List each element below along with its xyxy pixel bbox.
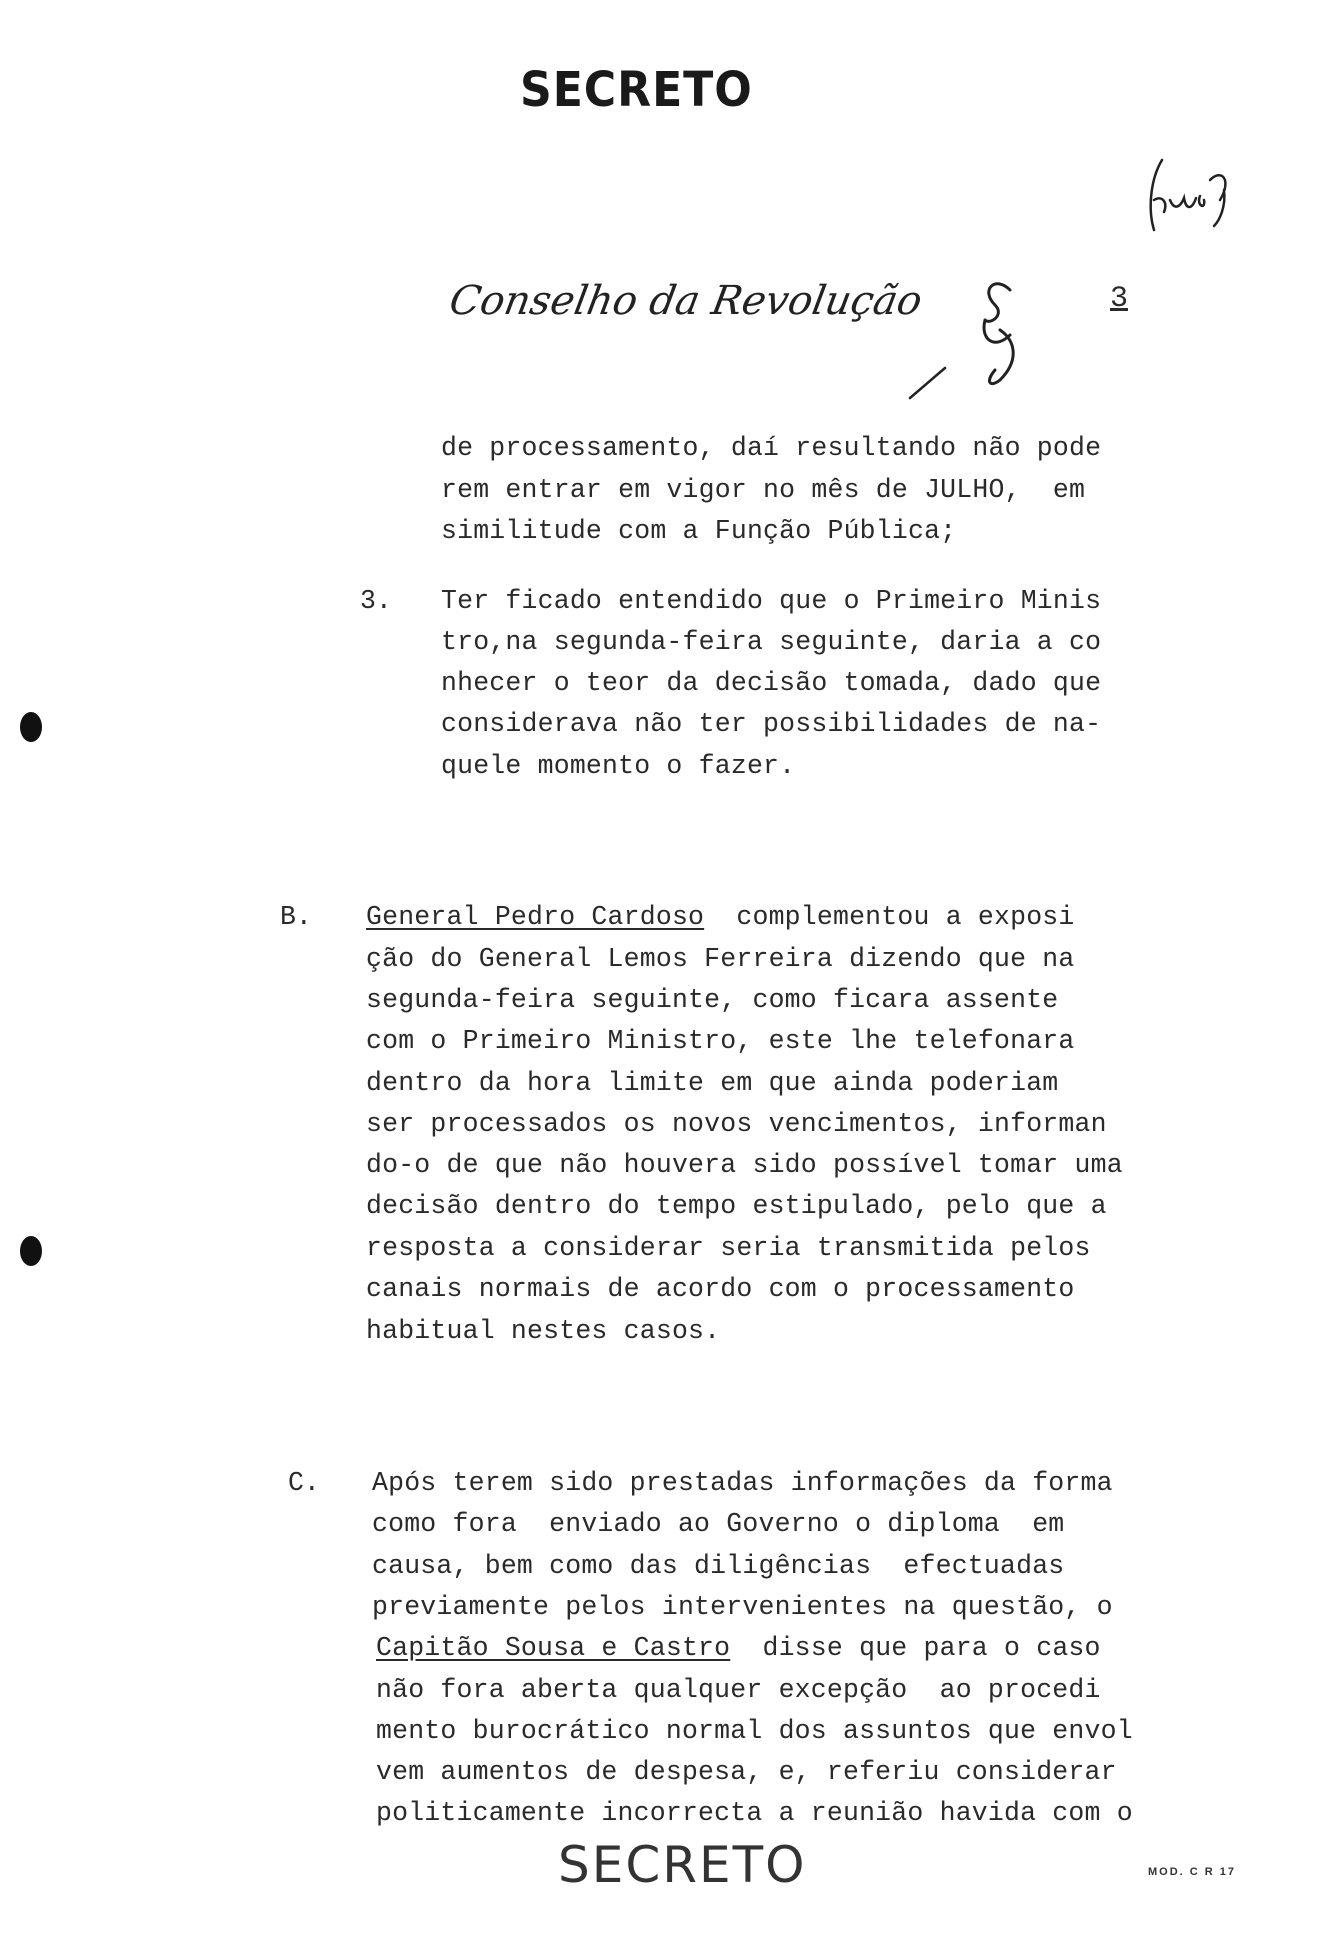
text-line: considerava não ter possibilidades de na- (441, 709, 1102, 739)
classification-stamp-top: SECRETO (520, 62, 753, 118)
text-line: de processamento, daí resultando não pode (441, 433, 1102, 463)
text-line: previamente pelos intervenientes na questão, o (372, 1592, 1113, 1622)
text-line: tro,na segunda-feira seguinte, daria a co (441, 627, 1102, 657)
person-name: General Pedro Cardoso (366, 902, 705, 932)
text-line: similitude com a Função Pública; (441, 516, 957, 546)
section-label-c: C. (288, 1468, 320, 1498)
text-line: canais normais de acordo com o processamento (366, 1274, 1075, 1304)
section-b-first-line (366, 904, 1075, 931)
handwritten-initials-top (1140, 140, 1240, 240)
form-code: MOD. C R 17 (1148, 1866, 1237, 1878)
text-line: Após terem sido prestadas informações da forma (372, 1468, 1113, 1498)
item-number-3: 3. (360, 586, 392, 616)
text-line: dentro da hora limite em que ainda poderiam (366, 1068, 1059, 1098)
text-line: complementou a exposi (704, 902, 1075, 932)
text-line: decisão dentro do tempo estipulado, pelo que a (366, 1191, 1107, 1221)
text-line: politicamente incorrecta a reunião havida com o (376, 1798, 1133, 1828)
text-line: resposta a considerar seria transmitida pelos (366, 1233, 1091, 1263)
text-line: vem aumentos de despesa, e, referiu considerar (376, 1757, 1117, 1787)
person-name: Capitão Sousa e Castro (376, 1633, 731, 1663)
punch-hole-top (20, 712, 42, 742)
text-line: mento burocrático normal dos assuntos que envol (376, 1716, 1133, 1746)
text-line: do-o de que não houvera sido possível tomar uma (366, 1150, 1123, 1180)
text-line: nhecer o teor da decisão tomada, dado que (441, 668, 1102, 698)
punch-hole-bottom (20, 1236, 42, 1266)
classification-stamp-bottom: SECRETO (558, 1836, 807, 1894)
text-line: ção do General Lemos Ferreira dizendo que na (366, 944, 1075, 974)
section-label-b: B. (280, 902, 312, 932)
text-line: Ter ficado entendido que o Primeiro Minis (441, 586, 1102, 616)
text-line: ser processados os novos vencimentos, informan (366, 1109, 1107, 1139)
text-line: como fora enviado ao Governo o diploma em (372, 1509, 1065, 1539)
text-line: com o Primeiro Ministro, este lhe telefonara (366, 1026, 1075, 1056)
text-line: segunda-feira seguinte, como ficara assente (366, 985, 1059, 1015)
text-line: não fora aberta qualquer excepção ao procedi (376, 1675, 1101, 1705)
text-line: habitual nestes casos. (366, 1316, 721, 1346)
text-line: rem entrar em vigor no mês de JULHO, em (441, 475, 1086, 505)
page-number: 3 (1110, 282, 1129, 316)
letterhead: Conselho da Revolução (445, 278, 926, 324)
section-c-name-line (376, 1635, 1101, 1662)
text-line: disse que para o caso (730, 1633, 1101, 1663)
text-line: causa, bem como das diligências efectuadas (372, 1551, 1065, 1581)
text-line: quele momento o fazer. (441, 751, 796, 781)
handwritten-signature (900, 270, 1050, 410)
